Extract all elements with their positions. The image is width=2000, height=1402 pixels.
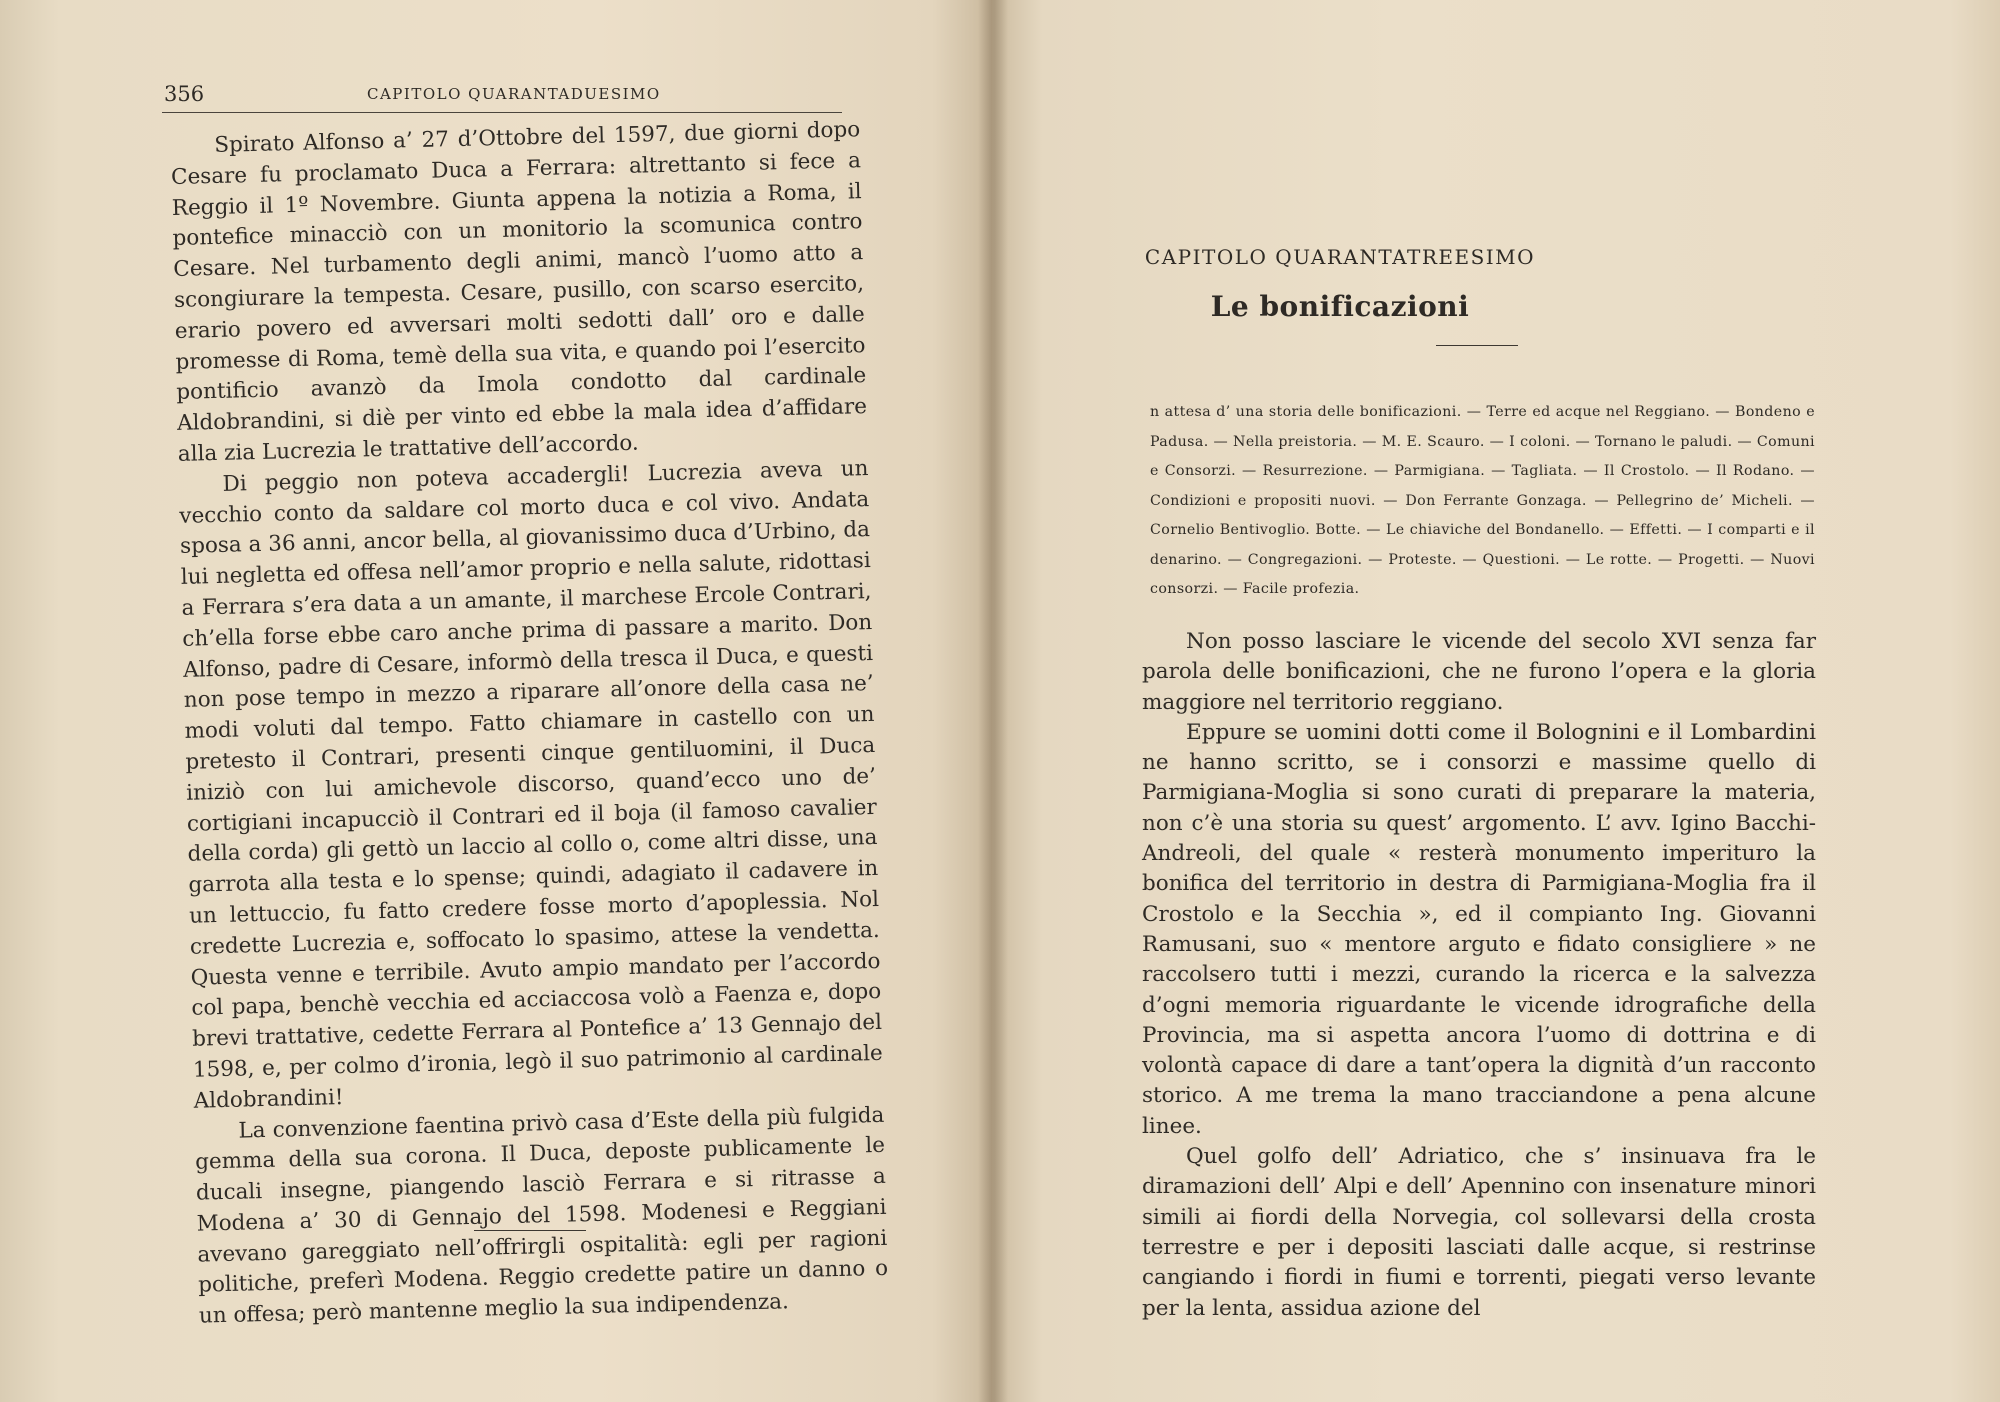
paragraph: Quel golfo dell’ Adriatico, che s’ insinuava fra le diramazioni dell’ Alpi e dell’ Apennino con insenature minori simili ai fiordi della Norvegia, col sollevarsi della crosta terrestre e per i depositi lasciati dalle acque, si restrinse cangiando i fiordi in fiumi e torrenti, piegati verso levante per la lenta, assidua azione del bbox=[1142, 1144, 1816, 1321]
running-title: CAPITOLO QUARANTADUESIMO bbox=[367, 85, 661, 103]
title-rule bbox=[1436, 345, 1518, 346]
paragraph: Non posso lasciare le vicende del secolo XVI senza far parola delle bonificazioni, che ne furono l’opera e la gloria maggiore nel territorio reggiano. bbox=[1142, 629, 1816, 715]
paragraph: Spirato Alfonso a’ 27 d’Ottobre del 1597, due giorni dopo Cesare fu proclamato Duca a Ferrara: altrettanto si fece a Reggio il 1º Novembre. Giunta appena la notizia a Roma, il pontefice minacciò con un monitorio la scomunica contro Cesare. Nel turbamento degli animi, mancò l’uomo atto a scongiurare la tempesta. Cesare, pusillo, con scarso esercito, erario povero ed avversari molti sedotti dall’ oro e dalle promesse di Roma, temè della sua vita, e quando poi l’esercito pontificio avanzò da Imola condotto dal cardinale Aldobrandini, si diè per vinto ed ebbe la mala idea d’affidare alla zia Lucrezia le trattative dell’accordo. bbox=[170, 117, 868, 467]
right-body-text bbox=[1142, 627, 1816, 1324]
summary-text: n attesa d’ una storia delle bonificazioni. — Terre ed acque nel Reggiano. — Bondeno e Padusa. — Nella preistoria. — M. E. Scauro. — I coloni. — Tornano le paludi. — Comuni e Consorzi. — Resurrezione. — Parmigiana. — Tagliata. — Il Crostolo. — Il Rodano. — Condizioni e propositi nuovi. — Don Ferrante Gonzaga. — Pellegrino de’ Micheli. — Cornelio Bentivoglio. Botte. — Le chiaviche del Bondanello. — Effetti. — I comparti e il denarino. — Congregazioni. — Proteste. — Questioni. — Le rotte. — Progetti. — Nuovi consorzi. — Facile profezia. bbox=[1150, 404, 1815, 597]
running-head bbox=[162, 82, 842, 113]
page-number: 356 bbox=[164, 82, 205, 106]
book-gutter bbox=[978, 0, 1008, 1402]
chapter-title: Le bonificazioni bbox=[1210, 290, 1470, 323]
chapter-end-rule bbox=[474, 1230, 586, 1231]
chapter-label: CAPITOLO QUARANTATREESIMO bbox=[1144, 245, 1536, 269]
paragraph: La convenzione faentina privò casa d’Este della più fulgida gemma della sua corona. Il Duca, deposte publicamente le ducali insegne, piangendo lasciò Ferrara e si ritrasse a Modena a’ 30 di Gennajo del 1598. Modenesi e Reggiani avevano gareggiato nell’offrirgli ospitalità: egli per ragioni politiche, preferì Modena. Reggio credette patire un danno o un offesa; però mantenne meglio la sua indipendenza. bbox=[194, 1102, 889, 1329]
chapter-summary bbox=[1150, 398, 1815, 605]
paragraph: Di peggio non poteva accadergli! Lucrezia aveva un vecchio conto da saldare col morto duca e col vivo. Andata sposa a 36 anni, ancor bella, al giovanissimo duca d’Urbino, da lui negletta ed offesa nell’amor proprio e nella salute, ridottasi a Ferrara s’era data a un amante, il marchese Ercole Contrari, ch’ella forse ebbe caro anche prima di passare a marito. Don Alfonso, padre di Cesare, informò della tresca il Duca, e questi non pose tempo in mezzo a riparare all’onore della casa ne’ modi voluti dal tempo. Fatto chiamare in castello con un pretesto il Contrari, presenti cinque gentiluomini, il Duca iniziò con lui amichevole discorso, quand’ecco uno de’ cortigiani incapucciò il Contrari ed il boja (il famoso cavalier della corda) gli gettò un laccio al collo o, come altri disse, una garrota alla testa e lo spense; quindi, adagiato il cadavere in un lettuccio, fu fatto credere fosse morto d’apoplessia. Nol credette Lucrezia e, soffocato lo spasimo, attese la vendetta. Questa venne e terribile. Avuto ampio mandato per l’accordo col papa, benchè vecchia ed acciaccosa volò a Faenza e, dopo brevi trattative, cedette Ferrara al Pontefice a’ 13 Gennajo del 1598, e, per colmo d’ironia, legò il suo patrimonio al cardinale Aldobrandini! bbox=[179, 455, 884, 1114]
paragraph: Eppure se uomini dotti come il Bolognini e il Lombardini ne hanno scritto, se i consorzi e massime quello di Parmigiana-Moglia si sono curati di preparare la materia, non c’è una storia su quest’ argomento. L’ avv. Igino Bacchi-Andreoli, del quale « resterà monumento imperituro la bonifica del territorio in destra di Parmigiana-Moglia fra il Crostolo e la Secchia », ed il compianto Ing. Giovanni Ramusani, suo « mentore arguto e fidato consigliere » ne raccolsero tutti i mezzi, curando la ricerca e la salvezza d’ogni memoria riguardante le vicende idrografiche della Provincia, ma si aspetta ancora l’uomo di dottrina e di volontà capace di dare a tant’opera la dignità d’un racconto storico. A me trema la mano tracciandone a pena alcune linee. bbox=[1142, 719, 1816, 1139]
left-body-text bbox=[170, 115, 889, 1333]
